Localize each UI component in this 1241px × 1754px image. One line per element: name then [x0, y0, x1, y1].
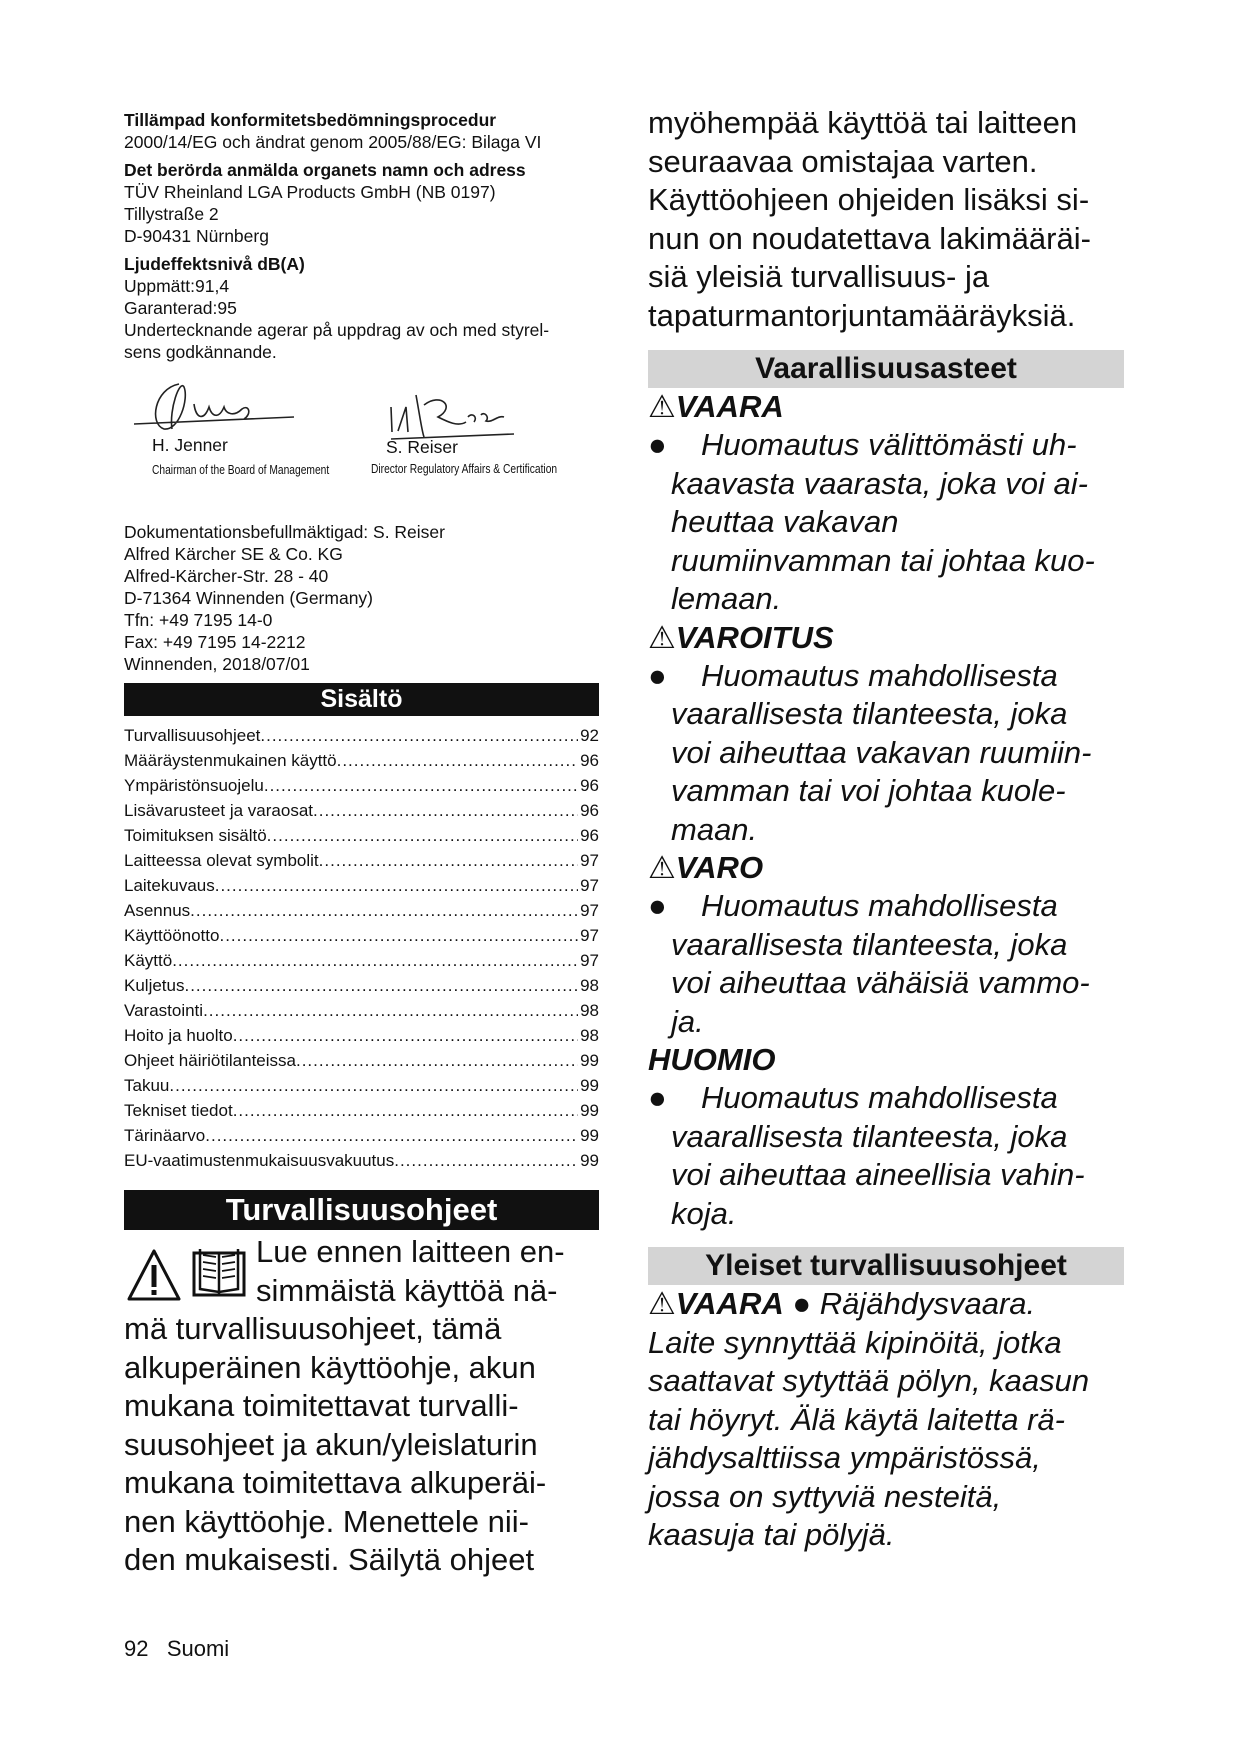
- hazard-description-line: ruumiinvamman tai johtaa kuo-: [671, 542, 1095, 578]
- general-first-text: Räjähdysvaara.: [819, 1286, 1036, 1321]
- toc-entry-label: Kuljetus: [124, 976, 185, 995]
- hazard-description-line: vaarallisesta tilanteesta, joka: [671, 926, 1068, 962]
- general-line: jossa on syttyviä nesteitä,: [648, 1478, 1002, 1514]
- toc-entry-label: Ohjeet häiriötilanteissa: [124, 1051, 296, 1070]
- toc-entry-page: 99: [580, 1126, 599, 1145]
- bullet: ●: [648, 427, 667, 462]
- toc-entry-dots: [296, 1048, 578, 1073]
- toc-entry-page: 97: [580, 926, 599, 945]
- general-warning-label: VAARA: [675, 1286, 784, 1321]
- bullet: ●: [648, 1080, 667, 1115]
- hazard-level-name: VAARA: [675, 389, 784, 424]
- signature-right-title: Director Regulatory Affairs & Certification: [371, 462, 558, 476]
- toc-entry-label: Varastointi: [124, 1001, 204, 1020]
- signature-area: [124, 369, 599, 521]
- notified-body-block: [124, 159, 599, 247]
- hazard-description-line: maan.: [671, 811, 758, 847]
- safety-intro-line: mukana toimitettava alkuperäi-: [124, 1465, 547, 1500]
- safety-intro-line: Lue ennen laitteen en-: [256, 1234, 565, 1269]
- toc-entry-label: Määräystenmukainen käyttö: [124, 751, 337, 770]
- general-line: jähdysalttiissa ympäristössä,: [648, 1440, 1041, 1475]
- safety-intro: [124, 1233, 599, 1580]
- toc-entry-dots: [215, 873, 578, 898]
- toc-entry: [124, 948, 599, 973]
- toc-entry-dots: [219, 923, 578, 948]
- toc-entry-page: 99: [580, 1151, 599, 1170]
- warning-icon: ⚠: [648, 619, 676, 655]
- notified-body-heading: Det berörda anmälda organets namn och adress: [124, 160, 526, 180]
- toc-entry: [124, 1148, 599, 1173]
- address-block: [124, 521, 599, 675]
- toc-entry-page: 97: [580, 951, 599, 970]
- toc-entry-label: Toimituksen sisältö: [124, 826, 267, 845]
- toc-entry-page: 99: [580, 1051, 599, 1070]
- toc-entry-page: 97: [580, 876, 599, 895]
- hazard-description-line: vaarallisesta tilanteesta, joka: [671, 696, 1068, 731]
- toc-entry-dots: [267, 823, 578, 848]
- hazard-level-label-huomio: [648, 1041, 1124, 1079]
- bullet: ●: [792, 1286, 812, 1321]
- toc-entry-label: Tekniset tiedot: [124, 1101, 233, 1120]
- toc-entry: [124, 1023, 599, 1048]
- toc-entry: [124, 873, 599, 898]
- toc-entry-label: EU-vaatimustenmukaisuusvakuutus: [124, 1151, 395, 1170]
- hazard-description-line: lemaan.: [671, 581, 782, 616]
- toc-entry-label: Hoito ja huolto: [124, 1026, 233, 1045]
- hazard-description-line: kaavasta vaarasta, joka voi ai-: [671, 465, 1088, 501]
- toc-entry-page: 98: [580, 976, 599, 995]
- statement-line: sens godkännande.: [124, 342, 277, 362]
- warning-triangle-icon: [126, 1247, 182, 1303]
- conformity-heading: Tillämpad konformitetsbedömningsprocedur: [124, 110, 497, 130]
- toc-entry-dots: [264, 773, 578, 798]
- signature-right-name: S. Reiser: [386, 437, 458, 457]
- toc-entry-dots: [203, 998, 578, 1023]
- safety-intro-line: den mukaisesti. Säilytä ohjeet: [124, 1542, 535, 1577]
- signature-left-name: H. Jenner: [152, 435, 228, 455]
- hazard-description-line: voi aiheuttaa vähäisiä vammo-: [671, 965, 1090, 1000]
- toc-entry-page: 98: [580, 1026, 599, 1045]
- general-warning-label-wrap: [648, 1286, 784, 1321]
- signature-left-title: Chairman of the Board of Management: [152, 463, 330, 477]
- page-number: 92: [124, 1636, 149, 1661]
- hazard-description-line: ja.: [671, 1003, 704, 1039]
- toc-entry-page: 99: [580, 1076, 599, 1095]
- toc-entry-page: 96: [580, 751, 599, 770]
- general-line: saattavat sytyttää pölyn, kaasun: [648, 1363, 1090, 1398]
- page-footer: [124, 1636, 229, 1662]
- safety-intro-line: mä turvallisuusohjeet, tämä: [124, 1311, 502, 1346]
- general-safety-heading: Yleiset turvallisuusohjeet: [648, 1247, 1124, 1285]
- sound-line: Uppmätt:91,4: [124, 276, 230, 296]
- hazard-description-line: vaarallisesta tilanteesta, joka: [671, 1118, 1068, 1154]
- notified-body-line: Tillystraße 2: [124, 204, 219, 224]
- address-line: Fax: +49 7195 14-2212: [124, 632, 306, 652]
- hazard-description-line: voi aiheuttaa aineellisia vahin-: [671, 1157, 1085, 1192]
- warning-icon: ⚠: [648, 850, 676, 885]
- hazard-level-label-vaara: [648, 388, 1124, 426]
- toc-entry-page: 96: [580, 801, 599, 820]
- intro-line: seuraavaa omistajaa varten.: [648, 143, 1038, 179]
- toc-entry: [124, 923, 599, 948]
- hazard-level-name: VAROITUS: [675, 619, 834, 655]
- intro-line: Käyttöohjeen ohjeiden lisäksi si-: [648, 182, 1090, 217]
- toc-entry: [124, 848, 599, 873]
- intro-line: myöhempää käyttöä tai laitteen: [648, 105, 1078, 140]
- toc-entry: [124, 1048, 599, 1073]
- safety-heading: Turvallisuusohjeet: [124, 1190, 599, 1230]
- hazard-level-description: [648, 1079, 1124, 1233]
- toc-entry-dots: [169, 1073, 578, 1098]
- hazard-level-label-varoitus: [648, 619, 1124, 657]
- hazard-description-line: vamman tai voi johtaa kuole-: [671, 773, 1066, 808]
- toc-entry-dots: [394, 1148, 578, 1173]
- conformity-text: 2000/14/EG och ändrat genom 2005/88/EG: Bilaga VI: [124, 132, 542, 152]
- statement-line: Undertecknande agerar på uppdrag av och med styrel-: [124, 320, 550, 340]
- toc-entry-label: Laitteessa olevat symbolit: [124, 851, 319, 870]
- toc-entry-page: 96: [580, 776, 599, 795]
- hazard-level-description: [648, 426, 1124, 619]
- toc-entry-label: Tärinäarvo: [124, 1126, 206, 1145]
- toc-entry: [124, 748, 599, 773]
- general-line: Laite synnyttää kipinöitä, jotka: [648, 1324, 1062, 1360]
- toc-entry-page: 99: [580, 1101, 599, 1120]
- toc-entry: [124, 898, 599, 923]
- address-line: Winnenden, 2018/07/01: [124, 654, 310, 674]
- toc-entry-page: 97: [580, 901, 599, 920]
- toc-entry: [124, 998, 599, 1023]
- toc-entry-page: 92: [580, 726, 599, 745]
- general-warning: [648, 1285, 1124, 1555]
- warning-icon: ⚠: [648, 389, 676, 424]
- toc-entry-dots: [313, 798, 578, 823]
- address-line: Alfred-Kärcher-Str. 28 - 40: [124, 566, 329, 586]
- toc-entry-dots: [184, 973, 578, 998]
- toc-entry: [124, 973, 599, 998]
- toc-entry-label: Laitekuvaus: [124, 876, 215, 895]
- toc-entry: [124, 773, 599, 798]
- hazard-level-label-varo: [648, 849, 1124, 887]
- hazard-description-line: koja.: [671, 1195, 737, 1231]
- intro-line: tapaturmantorjuntamääräyksiä.: [648, 297, 1076, 333]
- safety-intro-line: suusohjeet ja akun/yleislaturin: [124, 1426, 538, 1462]
- sound-line: Garanterad:95: [124, 298, 237, 318]
- hazard-level-name: HUOMIO: [648, 1042, 776, 1077]
- hazard-levels: [648, 388, 1124, 1233]
- toc-entry-label: Lisävarusteet ja varaosat: [124, 801, 313, 820]
- right-intro: [648, 104, 1124, 335]
- address-line: D-71364 Winnenden (Germany): [124, 588, 374, 608]
- toc-entry-dots: [233, 1098, 578, 1123]
- hazard-description-line: voi aiheuttaa vakavan ruumiin-: [671, 734, 1092, 770]
- general-line: tai höyryt. Älä käytä laitetta rä-: [648, 1401, 1065, 1437]
- safety-icons: [126, 1239, 250, 1309]
- levels-heading: Vaarallisuusasteet: [648, 350, 1124, 388]
- toc-entry-dots: [172, 948, 578, 973]
- toc-entry-page: 98: [580, 1001, 599, 1020]
- address-line: Tfn: +49 7195 14-0: [124, 610, 273, 630]
- warning-icon: ⚠: [648, 1286, 676, 1321]
- toc-entry-page: 97: [580, 851, 599, 870]
- hazard-description-line: Huomautus välittömästi uh-: [701, 427, 1077, 462]
- hazard-description-line: Huomautus mahdollisesta: [701, 1080, 1058, 1115]
- safety-intro-line: mukana toimitettavat turvalli-: [124, 1388, 519, 1423]
- address-line: Alfred Kärcher SE & Co. KG: [124, 544, 343, 564]
- toc-heading: Sisältö: [124, 683, 599, 716]
- intro-line: siä yleisiä turvallisuus- ja: [648, 259, 990, 294]
- hazard-description-line: Huomautus mahdollisesta: [701, 657, 1058, 693]
- sound-block: [124, 253, 599, 363]
- bullet: ●: [648, 888, 667, 923]
- toc-entry: [124, 1123, 599, 1148]
- hazard-level-description: [648, 657, 1124, 850]
- hazard-level-name: VARO: [675, 850, 764, 885]
- toc-entry-page: 96: [580, 826, 599, 845]
- sound-heading: Ljudeffektsnivå dB(A): [124, 254, 305, 274]
- toc-entry-dots: [190, 898, 578, 923]
- left-column: [124, 109, 599, 1580]
- right-column: [648, 104, 1124, 1555]
- toc-entry-label: Turvallisuusohjeet: [124, 726, 261, 745]
- toc-entry: [124, 1073, 599, 1098]
- conformity-block: [124, 109, 599, 153]
- bullet: ●: [648, 657, 667, 693]
- hazard-description-line: Huomautus mahdollisesta: [701, 888, 1058, 923]
- toc-entry-dots: [337, 748, 578, 773]
- toc-entry-dots: [233, 1023, 578, 1048]
- address-line: Dokumentationsbefullmäktigad: S. Reiser: [124, 522, 445, 542]
- toc-entry-label: Ympäristönsuojelu: [124, 776, 264, 795]
- notified-body-line: D-90431 Nürnberg: [124, 226, 269, 246]
- toc-entry-label: Käyttöönotto: [124, 926, 220, 945]
- intro-line: nun on noudatettava lakimääräi-: [648, 220, 1091, 256]
- toc-entry: [124, 723, 599, 748]
- hazard-description-line: heuttaa vakavan: [671, 504, 899, 539]
- table-of-contents: [124, 723, 599, 1173]
- toc-entry-dots: [205, 1123, 578, 1148]
- toc-entry: [124, 798, 599, 823]
- safety-intro-line: simmäistä käyttöä nä-: [256, 1272, 558, 1308]
- toc-entry: [124, 823, 599, 848]
- page-language: Suomi: [166, 1636, 230, 1661]
- toc-entry-label: Käyttö: [124, 951, 173, 970]
- toc-entry-label: Asennus: [124, 901, 191, 920]
- toc-entry: [124, 1098, 599, 1123]
- safety-intro-line: alkuperäinen käyttöohje, akun: [124, 1349, 536, 1385]
- toc-entry-dots: [260, 723, 578, 748]
- safety-intro-line: nen käyttöohje. Menettele nii-: [124, 1503, 529, 1539]
- notified-body-line: TÜV Rheinland LGA Products GmbH (NB 0197): [124, 182, 496, 202]
- general-line: kaasuja tai pölyjä.: [648, 1517, 895, 1552]
- manual-book-icon: [188, 1245, 250, 1301]
- toc-entry-dots: [319, 848, 578, 873]
- toc-entry-label: Takuu: [124, 1076, 170, 1095]
- hazard-level-description: [648, 887, 1124, 1041]
